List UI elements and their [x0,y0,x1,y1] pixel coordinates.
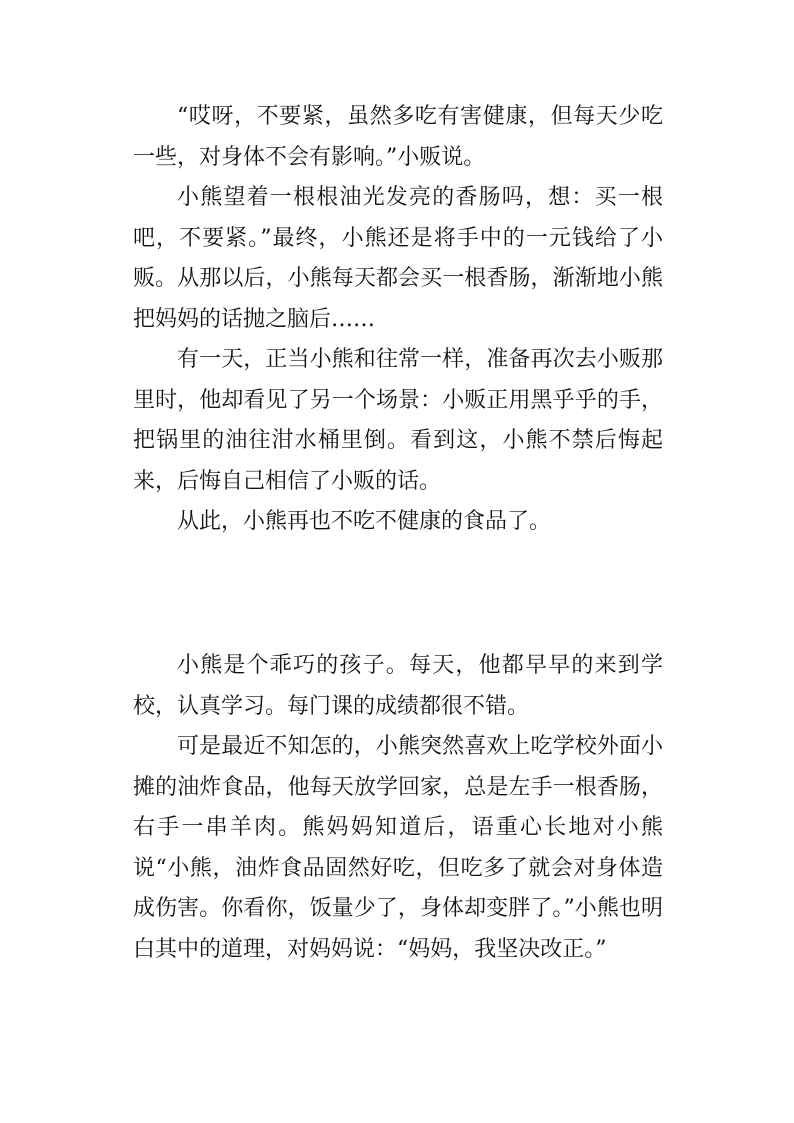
story-beginning-section [133,646,663,970]
paragraph-vendor-reply: “哎呀，不要紧，虽然多吃有害健康，但每天少吃一些，对身体不会有影响。”小贩说。 [133,104,663,170]
paragraph-conclusion: 从此，小熊再也不吃不健康的食品了。 [177,509,552,534]
paragraph-introduction: 小熊是个乖巧的孩子。每天，他都早早的来到学校，认真学习。每门课的成绩都很不错。 [133,653,663,719]
paragraph-mother-advice: 可是最近不知怎的，小熊突然喜欢上吃学校外面小摊的油炸食品，他每天放学回家，总是左手一根香肠，右手一串羊肉。熊妈妈知道后，语重心长地对小熊说“小熊，油炸食品固然好吃，但吃多了就会对身体造成伤害。你看你，饭量少了，身体却变胖了。”小熊也明白其中的道理，对妈妈说：“妈妈，我坚决改正。” [133,734,663,962]
story-ending-section [133,97,663,543]
paragraph-sees-dirty-oil: 有一天，正当小熊和往常一样，准备再次去小贩那里时，他却看见了另一个场景：小贩正用黑乎乎的手，把锅里的油往泔水桶里倒。看到这，小熊不禁后悔起来，后悔自己相信了小贩的话。 [133,347,663,494]
paragraph-buys-sausage: 小熊望着一根根油光发亮的香肠吗，想：买一根吧，不要紧。”最终，小熊还是将手中的一元钱给了小贩。从那以后，小熊每天都会买一根香肠，渐渐地小熊把妈妈的话抛之脑后…… [133,185,663,332]
